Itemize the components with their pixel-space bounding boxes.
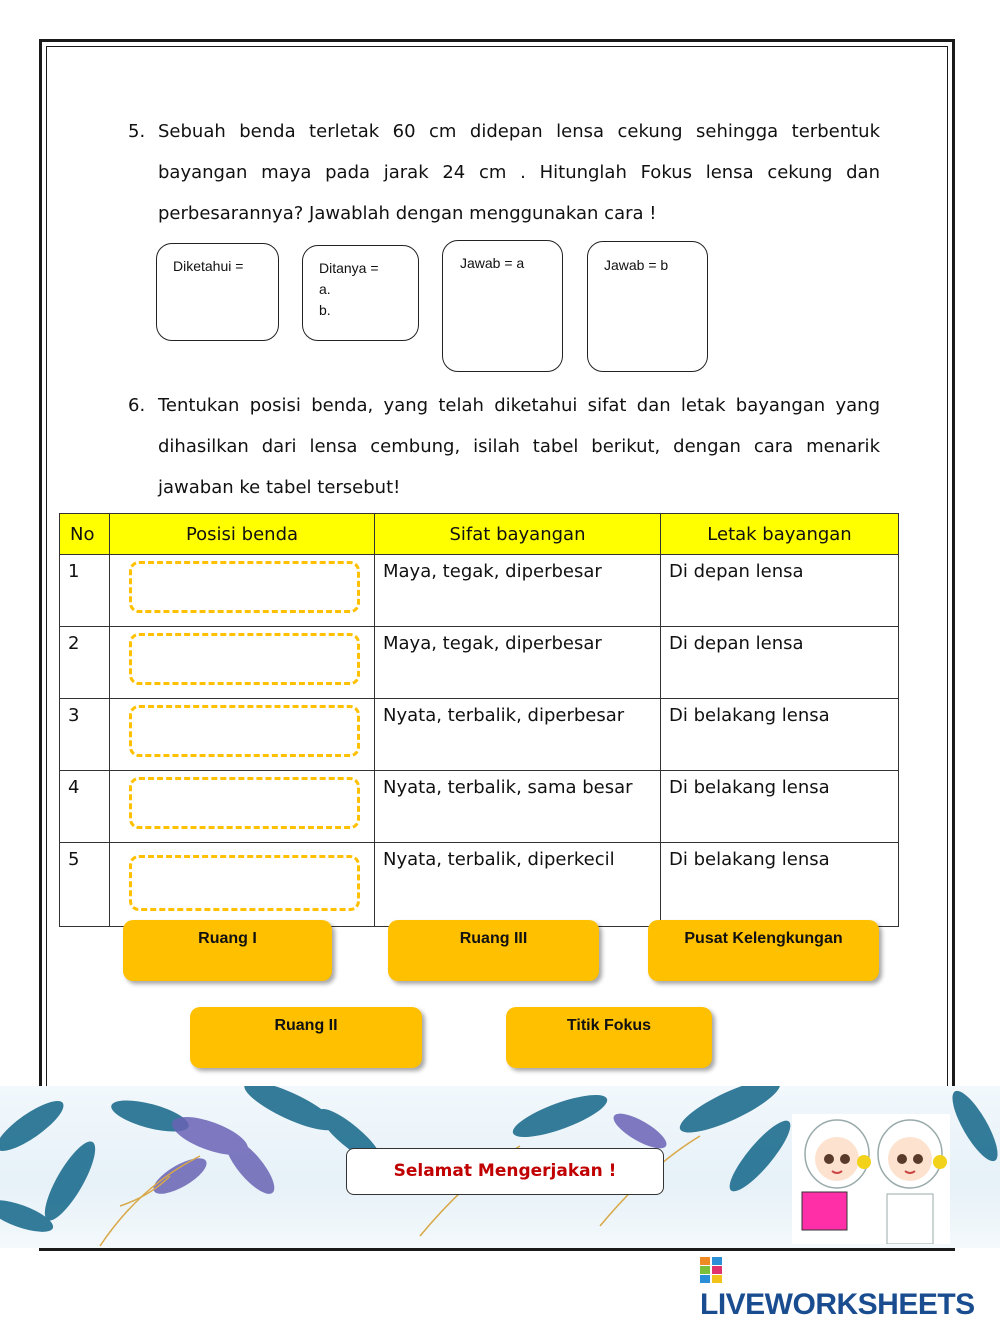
table-header-row [60, 514, 899, 555]
ditanya-label: Ditanya = [319, 260, 379, 276]
question-5 [128, 111, 880, 234]
sifat-cell: Nyata, terbalik, diperbesar [375, 699, 661, 771]
drop-zone[interactable] [129, 561, 360, 613]
question-text: Tentukan posisi benda, yang telah diketahui sifat dan letak bayangan yang dihasilkan dari lensa cembung, isilah tabel berikut, dengan cara menarik jawaban ke tabel tersebut! [158, 395, 880, 498]
row-number: 4 [60, 771, 110, 843]
posisi-cell [110, 771, 375, 843]
students-illustration [792, 1114, 950, 1244]
answer-chip-titik-fokus[interactable]: Titik Fokus [506, 1007, 712, 1068]
sifat-cell: Maya, tegak, diperbesar [375, 627, 661, 699]
jawab-b-label: Jawab = b [604, 257, 669, 273]
table-row [60, 843, 899, 927]
row-number: 1 [60, 555, 110, 627]
table-row [60, 627, 899, 699]
drop-zone[interactable] [129, 855, 360, 911]
row-number: 3 [60, 699, 110, 771]
letak-cell: Di belakang lensa [661, 699, 899, 771]
posisi-cell [110, 555, 375, 627]
ditanya-b-label: b. [319, 302, 331, 318]
header-no: No [60, 514, 110, 555]
question-number: 6. [128, 395, 146, 416]
jawab-a-label: Jawab = a [460, 255, 525, 271]
brand-text: LIVEWORKSHEETS [700, 1288, 975, 1321]
position-table [59, 513, 899, 927]
posisi-cell [110, 627, 375, 699]
closing-message: Selamat Mengerjakan ! [346, 1148, 664, 1195]
answer-chip-ruang-1[interactable]: Ruang I [123, 920, 332, 981]
posisi-cell [110, 843, 375, 927]
answer-chip-ruang-2[interactable]: Ruang II [190, 1007, 422, 1068]
question-number: 5. [128, 121, 146, 142]
question-text: Sebuah benda terletak 60 cm didepan lensa cekung sehingga terbentuk bayangan maya pada jarak 24 cm . Hitunglah Fokus lensa cekung dan perbesarannya? Jawablah dengan menggunakan cara ! [158, 121, 880, 224]
liveworksheets-logo [700, 1254, 995, 1321]
row-number: 2 [60, 627, 110, 699]
letak-cell: Di depan lensa [661, 627, 899, 699]
table-row [60, 555, 899, 627]
answer-chip-pusat-kelengkungan[interactable]: Pusat Kelengkungan [648, 920, 879, 981]
jawab-b-box[interactable] [587, 241, 708, 372]
diketahui-label: Diketahui = [173, 258, 244, 274]
liveworksheets-grid-icon [700, 1257, 722, 1283]
drop-zone[interactable] [129, 705, 360, 757]
row-number: 5 [60, 843, 110, 927]
question-6 [128, 385, 880, 508]
answer-chip-ruang-3[interactable]: Ruang III [388, 920, 599, 981]
letak-cell: Di belakang lensa [661, 771, 899, 843]
sifat-cell: Maya, tegak, diperbesar [375, 555, 661, 627]
drop-zone[interactable] [129, 633, 360, 685]
header-letak: Letak bayangan [661, 514, 899, 555]
diketahui-box[interactable] [156, 243, 279, 341]
posisi-cell [110, 699, 375, 771]
header-posisi: Posisi benda [110, 514, 375, 555]
header-sifat: Sifat bayangan [375, 514, 661, 555]
letak-cell: Di depan lensa [661, 555, 899, 627]
letak-cell: Di belakang lensa [661, 843, 899, 927]
jawab-a-box[interactable] [442, 240, 563, 372]
sifat-cell: Nyata, terbalik, sama besar [375, 771, 661, 843]
drop-zone[interactable] [129, 777, 360, 829]
sifat-cell: Nyata, terbalik, diperkecil [375, 843, 661, 927]
ditanya-box[interactable] [302, 245, 419, 341]
table-row [60, 771, 899, 843]
ditanya-a-label: a. [319, 281, 331, 297]
table-row [60, 699, 899, 771]
